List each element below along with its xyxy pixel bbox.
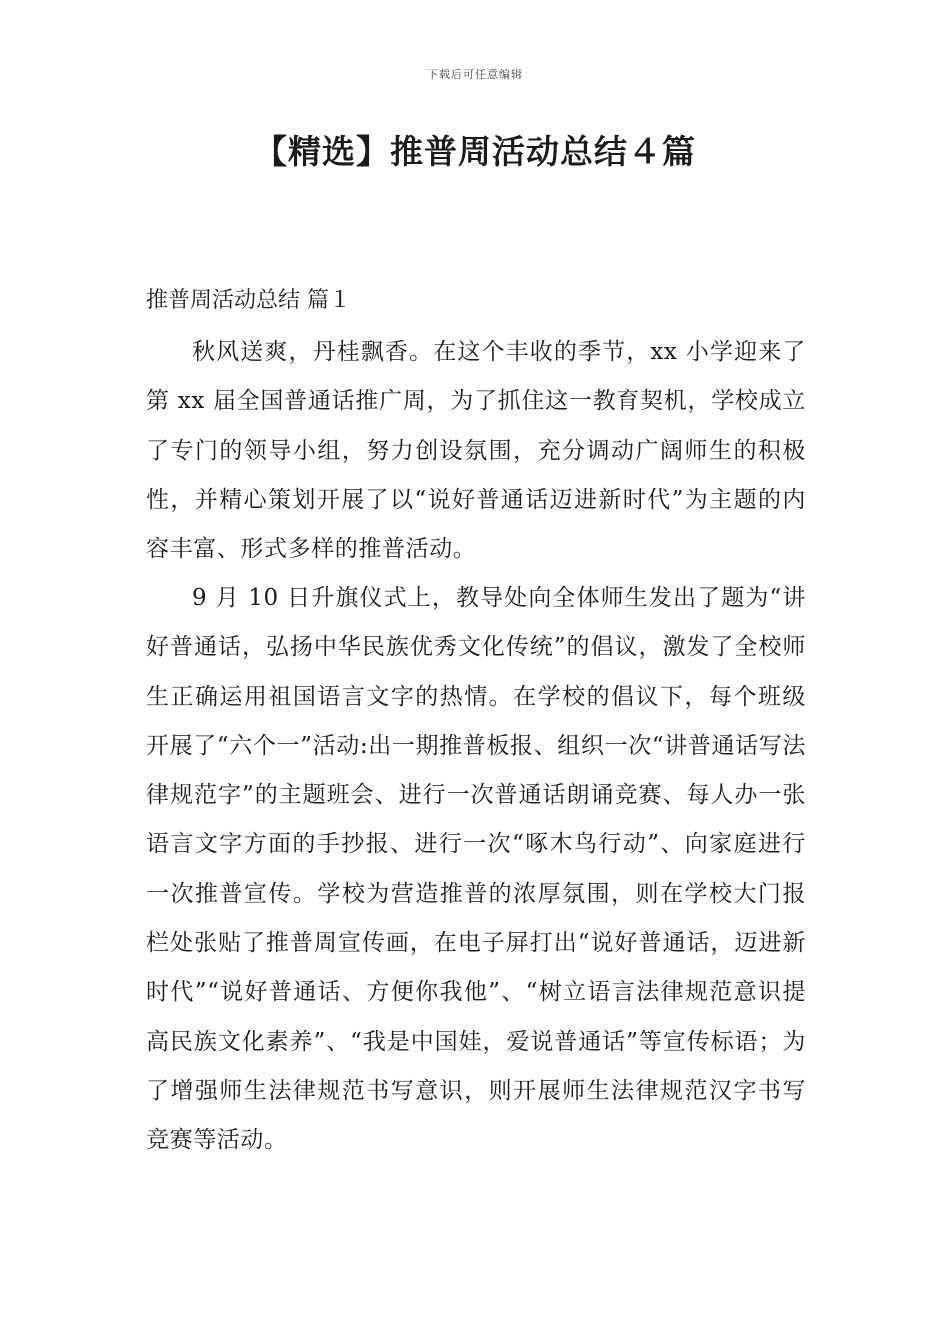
header-note: 下载后可任意编辑 bbox=[427, 68, 523, 81]
section-heading: 推普周活动总结 篇１ bbox=[146, 288, 351, 313]
body-paragraph: 9 月 10 日升旗仪式上，教导处向全体师生发出了题为“讲好普通话，弘扬中华民族优秀文化传统”的倡议，激发了全校师生正确运用祖国语言文字的热情。在学校的倡议下，每个班级开展了“六个一”活动:出一期推普板报、组织一次“讲普通话写法律规范字”的主题班会、进行一次普通话朗诵竞赛、每人办一张语言文字方面的手抄报、进行一次“啄木鸟行动”、向家庭进行一次推普宣传。学校为营造推普的浓厚氛围，则在学校大门报栏处张贴了推普周宣传画，在电子屏打出“说好普通话，迈进新时代”“说好普通话、方便你我他”、“树立语言法律规范意识提高民族文化素养”、“我是中国娃，爱说普通话”等宣传标语；为了增强师生法律规范书写意识，则开展师生法律规范汉字书写竞赛等活动。 bbox=[146, 585, 806, 1154]
document-title: 【精选】推普周活动总结４篇 bbox=[254, 132, 696, 171]
body-paragraph: 秋风送爽，丹桂飘香。在这个丰收的季节，xx 小学迎来了第 xx 届全国普通话推广周，为了抓住这一教育契机，学校成立了专门的领导小组，努力创设氛围，充分调动广阔师生的积极性，并精心策划开展了以“说好普通话迈进新时代”为主题的内容丰富、形式多样的推普活动。 bbox=[146, 339, 806, 563]
